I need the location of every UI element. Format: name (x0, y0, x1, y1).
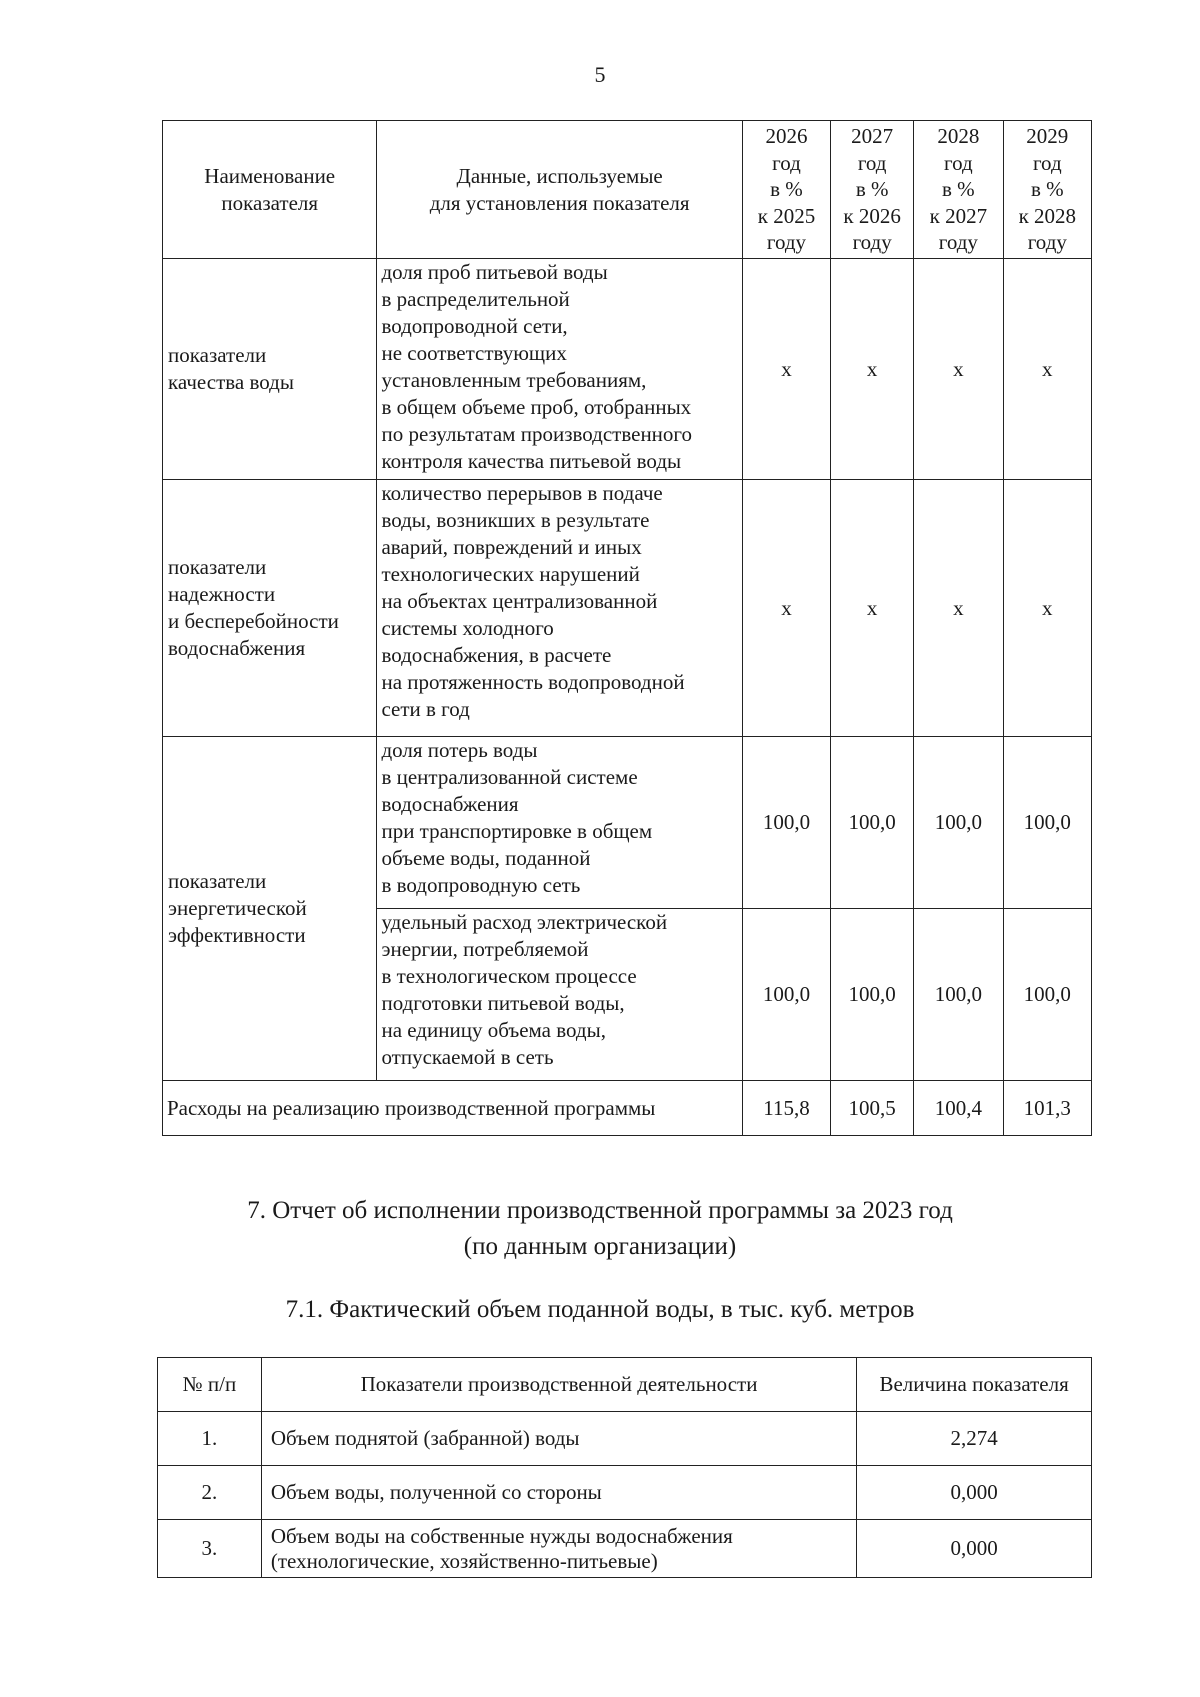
indicator-desc: доля потерь воды в централизованной системе водоснабжения при транспортировке в общем объеме воды, поданной в водопроводную сеть (377, 737, 742, 909)
indicators-table (162, 120, 1092, 1136)
table-row (158, 1466, 1092, 1520)
value-cell: х (914, 480, 1003, 737)
row-number: 1. (158, 1412, 262, 1466)
header-value: Величина показателя (857, 1358, 1092, 1412)
value-cell: 100,0 (742, 737, 830, 909)
total-value: 100,5 (831, 1081, 914, 1136)
value-cell: 100,0 (914, 909, 1003, 1081)
page-number: 5 (594, 62, 606, 87)
value-cell: 100,0 (1003, 909, 1091, 1081)
row-number: 3. (158, 1520, 262, 1578)
row-indicator: Объем воды, полученной со стороны (261, 1466, 856, 1520)
table-row (163, 480, 1092, 737)
row-indicator: Объем воды на собственные нужды водоснабжения (технологические, хозяйственно-питьевые) (261, 1520, 856, 1578)
total-row (163, 1081, 1092, 1136)
header-year-2028: 2028 год в % к 2027 году (914, 121, 1003, 259)
row-value: 0,000 (857, 1466, 1092, 1520)
value-cell: х (1003, 480, 1091, 737)
value-cell: х (914, 259, 1003, 480)
row-number: 2. (158, 1466, 262, 1520)
header-year-2027: 2027 год в % к 2026 году (831, 121, 914, 259)
total-value: 100,4 (914, 1081, 1003, 1136)
value-cell: 100,0 (831, 737, 914, 909)
table-row (163, 259, 1092, 480)
indicator-desc: количество перерывов в подаче воды, возникших в результате аварий, повреждений и иных технологических нарушений на объектах централизованной системы холодного водоснабжения, в расчете на протяженность водопроводной сети в год (377, 480, 742, 737)
indicator-name: показатели энергетической эффективности (163, 737, 377, 1081)
header-name: Наименование показателя (163, 121, 377, 259)
header-year-2029: 2029 год в % к 2028 году (1003, 121, 1091, 259)
row-value: 0,000 (857, 1520, 1092, 1578)
header-num: № п/п (158, 1358, 262, 1412)
header-data: Данные, используемые для установления показателя (377, 121, 742, 259)
indicator-desc: удельный расход электрической энергии, потребляемой в технологическом процессе подготовки питьевой воды, на единицу объема воды, отпускаемой в сеть (377, 909, 742, 1081)
table-row (158, 1520, 1092, 1578)
value-cell: х (831, 259, 914, 480)
value-cell: х (831, 480, 914, 737)
total-label: Расходы на реализацию производственной программы (163, 1081, 743, 1136)
row-indicator: Объем поднятой (забранной) воды (261, 1412, 856, 1466)
indicator-name: показатели качества воды (163, 259, 377, 480)
section-7-subtitle: (по данным организации) (463, 1233, 737, 1260)
value-cell: х (1003, 259, 1091, 480)
header-year-2026: 2026 год в % к 2025 году (742, 121, 830, 259)
table-row (163, 737, 1092, 909)
value-cell: х (742, 259, 830, 480)
value-cell: 100,0 (831, 909, 914, 1081)
section-7-1-title: 7.1. Фактический объем поданной воды, в тыс. куб. метров (285, 1296, 915, 1323)
indicator-desc: доля проб питьевой воды в распределительной водопроводной сети, не соответствующих установленным требованиям, в общем объеме проб, отобранных по результатам производственного контроля качества питьевой воды (377, 259, 742, 480)
total-value: 101,3 (1003, 1081, 1091, 1136)
value-cell: 100,0 (914, 737, 1003, 909)
value-cell: 100,0 (742, 909, 830, 1081)
header-indicator: Показатели производственной деятельности (261, 1358, 856, 1412)
table-header-row (158, 1358, 1092, 1412)
value-cell: х (742, 480, 830, 737)
indicator-name: показатели надежности и бесперебойности водоснабжения (163, 480, 377, 737)
row-value: 2,274 (857, 1412, 1092, 1466)
total-value: 115,8 (742, 1081, 830, 1136)
table-row (158, 1412, 1092, 1466)
section-7-title: 7. Отчет об исполнении производственной программы за 2023 год (247, 1197, 953, 1224)
value-cell: 100,0 (1003, 737, 1091, 909)
table-header-row (163, 121, 1092, 259)
water-volume-table (157, 1357, 1092, 1578)
